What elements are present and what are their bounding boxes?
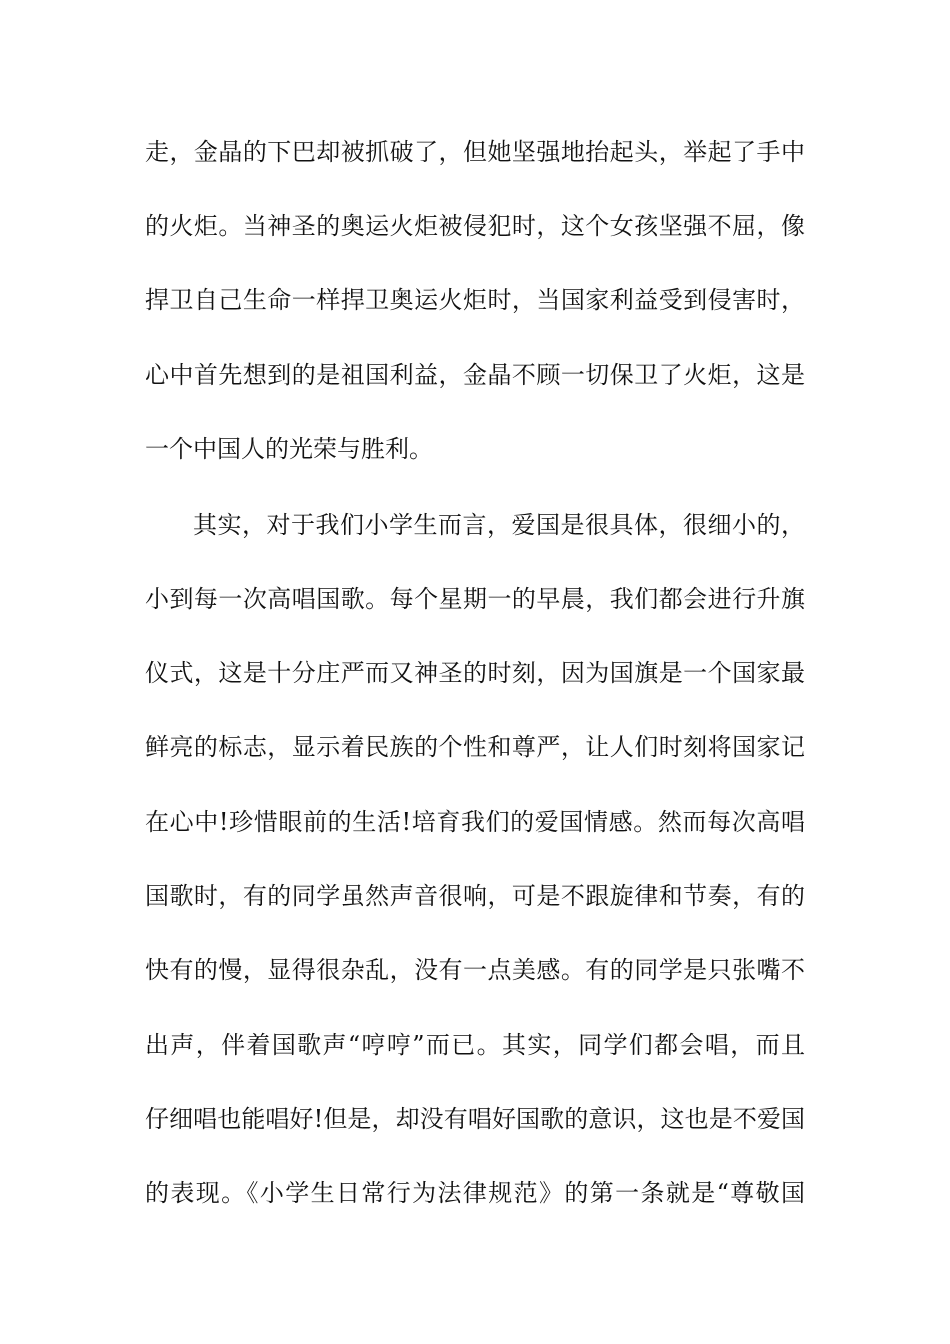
text-line: 的表现。《小学生日常行为法律规范》的第一条就是“尊敬国 — [145, 1179, 807, 1207]
text-line: 在心中!珍惜眼前的生活!培育我们的爱国情感。然而每次高唱 — [145, 808, 806, 836]
text-line: 国歌时，有的同学虽然声音很响，可是不跟旋律和节奏，有的 — [145, 882, 806, 910]
text-line: 走，金晶的下巴却被抓破了，但她坚强地抬起头，举起了手中 — [145, 138, 806, 166]
text-line: 的火炬。当神圣的奥运火炬被侵犯时，这个女孩坚强不屈，像 — [145, 212, 806, 240]
text-line: 其实，对于我们小学生而言，爱国是很具体，很细小的， — [193, 511, 806, 539]
text-line: 心中首先想到的是祖国利益，金晶不顾一切保卫了火炬，这是 — [145, 361, 806, 389]
text-line: 仪式，这是十分庄严而又神圣的时刻，因为国旗是一个国家最 — [145, 659, 806, 687]
text-line: 捍卫自己生命一样捍卫奥运火炬时，当国家利益受到侵害时， — [145, 286, 806, 314]
text-line: 快有的慢，显得很杂乱，没有一点美感。有的同学是只张嘴不 — [145, 956, 806, 984]
text-line: 小到每一次高唱国歌。每个星期一的早晨，我们都会进行升旗 — [145, 585, 806, 613]
text-line: 出声，伴着国歌声“哼哼”而已。其实，同学们都会唱，而且 — [145, 1031, 807, 1059]
text-line: 一个中国人的光荣与胜利。 — [145, 435, 433, 463]
text-line: 仔细唱也能唱好!但是，却没有唱好国歌的意识，这也是不爱国 — [145, 1105, 806, 1133]
text-line: 鲜亮的标志，显示着民族的个性和尊严，让人们时刻将国家记 — [145, 733, 806, 761]
